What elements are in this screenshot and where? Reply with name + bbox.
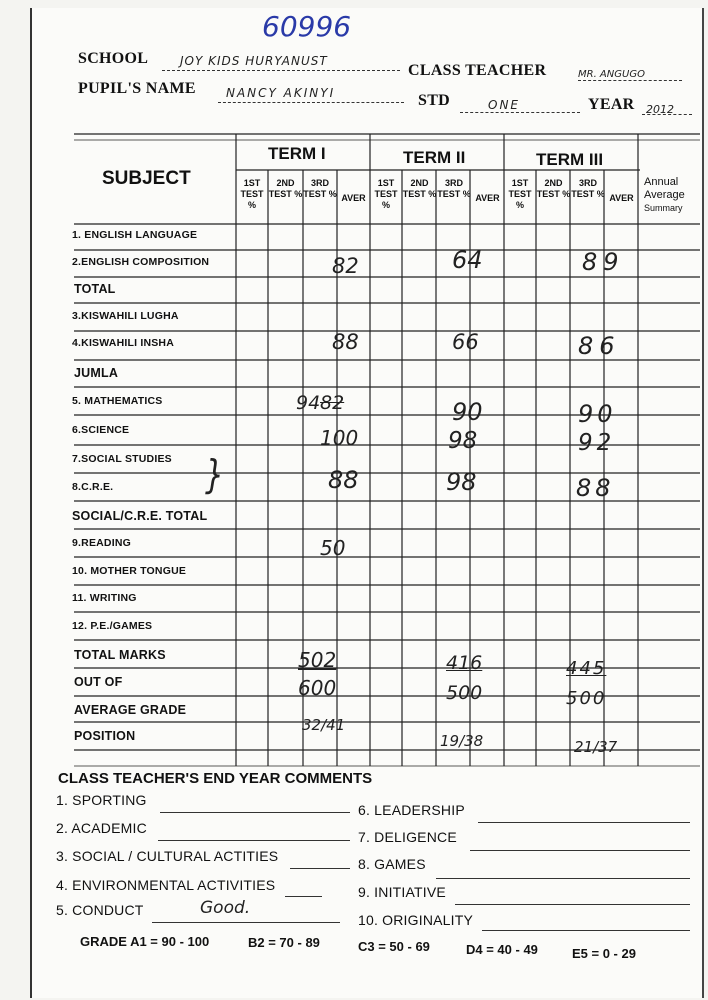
term3-eng-composition: 89 (582, 248, 625, 276)
term1-mathematics-struck: 82 (320, 392, 345, 414)
term2-subheader-t2: 2ND TEST % (402, 178, 437, 199)
term1-reading: 50 (320, 536, 346, 560)
term1-subheader-t1: 1ST TEST % (240, 178, 264, 210)
summary-label: Summary (644, 203, 683, 213)
std-field (460, 96, 580, 113)
term1-subheader-t3: 3RD TEST % (303, 178, 337, 199)
grade-b2: B2 = 70 - 89 (248, 935, 320, 950)
year-label: YEAR (588, 96, 635, 113)
comment-label-left: 1. SPORTING (56, 792, 147, 808)
serial-number: 60996 (262, 10, 352, 43)
comment-line (478, 822, 690, 823)
std-value: ONE (488, 98, 521, 112)
school-field (162, 52, 400, 71)
row-label: 4.KISWAHILI INSHA (72, 337, 174, 349)
term1-subheader-aver: AVER (341, 193, 366, 203)
term1-position: 32/41 (302, 716, 346, 734)
term1-cre: 88 (328, 466, 359, 494)
bracket-mark: } (205, 452, 225, 499)
grade-a1: GRADE A1 = 90 - 100 (80, 934, 210, 949)
pupil-name-label: PUPIL'S NAME (78, 80, 196, 97)
school-label: SCHOOL (78, 50, 149, 67)
term3-science: 92 (578, 430, 616, 456)
comment-label-left: 5. CONDUCT (56, 902, 144, 918)
term2-eng-composition: 64 (452, 246, 483, 274)
grade-c3: C3 = 50 - 69 (358, 939, 430, 954)
row-label: 10. MOTHER TONGUE (72, 565, 187, 577)
term1-subheader-t2: 2ND TEST % (268, 178, 303, 199)
term3-kiswahili-insha: 86 (578, 332, 621, 360)
row-label: OUT OF (74, 675, 123, 689)
comment-line (436, 878, 690, 879)
pupil-name-value: NANCY AKINYI (226, 86, 336, 100)
comment-line (158, 840, 350, 841)
row-label: 3.KISWAHILI LUGHA (72, 310, 179, 322)
comment-label-right: 7. DELIGENCE (358, 829, 457, 845)
term2-kiswahili-insha: 66 (452, 330, 479, 354)
term-2-header: TERM II (403, 148, 466, 167)
comment-label-left: 3. SOCIAL / CULTURAL ACTITIES (56, 848, 279, 864)
term3-subheader-t2: 2ND TEST % (536, 178, 571, 199)
term2-science: 98 (448, 428, 478, 454)
comment-line (455, 904, 690, 905)
row-label: 9.READING (72, 537, 131, 549)
class-teacher-field (578, 64, 682, 81)
term2-subheader-t3: 3RD TEST % (437, 178, 471, 199)
term3-subheader-aver: AVER (609, 193, 634, 203)
term1-mathematics: 94 (296, 392, 321, 414)
comment-line (285, 896, 322, 897)
conduct-value: Good. (200, 898, 251, 918)
row-label: 12. P.E./GAMES (72, 620, 153, 632)
term2-cre: 98 (446, 468, 477, 496)
comments-title: CLASS TEACHER'S END YEAR COMMENTS (58, 770, 373, 787)
average-label: Average (644, 189, 685, 201)
annual-summary-header (644, 176, 685, 215)
term2-mathematics: 90 (452, 398, 483, 426)
term2-subheader-aver: AVER (475, 193, 500, 203)
term3-subheader-t3: 3RD TEST % (571, 178, 605, 199)
comment-line (482, 930, 690, 931)
grade-e5: E5 = 0 - 29 (572, 946, 636, 961)
term2-total-marks: 416 (446, 652, 483, 674)
pupil-name-field (218, 84, 404, 103)
row-label: 5. MATHEMATICS (72, 395, 163, 407)
row-label: 8.C.R.E. (72, 481, 114, 493)
term3-total-marks: 445 (566, 658, 607, 679)
row-label: 11. WRITING (72, 592, 137, 604)
term3-out-of: 500 (566, 688, 607, 709)
term3-mathematics: 90 (578, 400, 617, 428)
row-label: 6.SCIENCE (72, 424, 130, 436)
term1-out-of: 600 (298, 676, 337, 700)
term3-position: 21/37 (574, 738, 618, 756)
row-label: 7.SOCIAL STUDIES (72, 453, 172, 465)
class-teacher-value: MR. ANGUGO (578, 69, 645, 80)
comment-label-right: 9. INITIATIVE (358, 884, 446, 900)
term2-position: 19/38 (440, 732, 484, 750)
term3-cre: 88 (576, 474, 615, 502)
comment-line (290, 868, 350, 869)
row-label: JUMLA (74, 366, 119, 380)
year-value: 2012 (646, 103, 674, 116)
row-label: SOCIAL/C.R.E. TOTAL (72, 509, 208, 523)
term2-subheader-t1: 1ST TEST % (374, 178, 398, 210)
school-value: JOY KIDS HURYANUST (180, 54, 328, 68)
year-field (642, 100, 692, 115)
row-label: 1. ENGLISH LANGUAGE (72, 229, 198, 241)
row-label: TOTAL (74, 282, 116, 296)
term-3-header: TERM III (536, 150, 604, 169)
term1-kiswahili-insha: 88 (332, 330, 359, 354)
term2-out-of: 500 (446, 682, 483, 704)
term-1-header: TERM I (268, 144, 326, 163)
row-label: TOTAL MARKS (74, 648, 166, 662)
row-label: 2.ENGLISH COMPOSITION (72, 256, 210, 268)
term1-total-marks: 502 (298, 648, 337, 672)
comment-label-left: 2. ACADEMIC (56, 820, 147, 836)
row-label: POSITION (74, 729, 136, 743)
comment-label-right: 8. GAMES (358, 856, 426, 872)
comment-label-left: 4. ENVIRONMENTAL ACTIVITIES (56, 877, 276, 893)
comment-label-right: 6. LEADERSHIP (358, 802, 465, 818)
comment-line (160, 812, 350, 813)
row-label: AVERAGE GRADE (74, 703, 187, 717)
term1-science: 100 (320, 426, 359, 450)
subject-header: SUBJECT (102, 168, 191, 189)
annual-label: Annual (644, 176, 679, 188)
comment-line (152, 922, 340, 923)
grade-d4: D4 = 40 - 49 (466, 942, 538, 957)
term3-subheader-t1: 1ST TEST % (508, 178, 532, 210)
comment-label-right: 10. ORIGINALITY (358, 912, 474, 928)
term1-eng-composition: 82 (332, 254, 359, 278)
std-label: STD (418, 92, 451, 109)
comment-line (470, 850, 690, 851)
class-teacher-label: CLASS TEACHER (408, 62, 547, 79)
